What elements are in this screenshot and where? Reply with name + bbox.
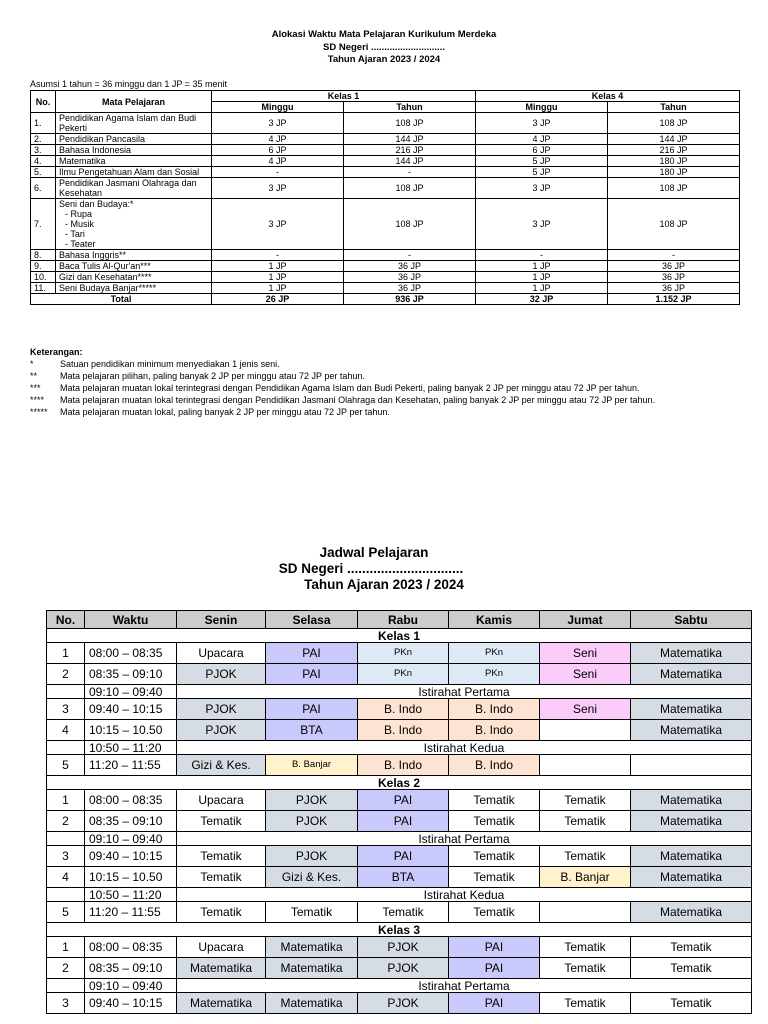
lesson-time: 08:35 – 09:10 (85, 664, 177, 685)
lesson-time: 09:40 – 10:15 (85, 699, 177, 720)
total-row (31, 294, 740, 305)
break-row (47, 741, 752, 755)
note-text: Mata pelajaran muatan lokal terintegrasi dengan Pendidikan Jasmani Olahraga dan Kesehatan, paling banyak 2 JP per minggu atau 72 JP per tahun. (60, 395, 656, 405)
total-k4w: 32 JP (476, 294, 608, 305)
total-label: Total (31, 294, 212, 305)
note-mark: ***** (30, 407, 48, 417)
col-kelas4: Kelas 4 (476, 91, 740, 102)
lesson-cell: B. Indo (358, 699, 449, 720)
lesson-cell: Gizi & Kes. (266, 867, 358, 888)
lesson-cell: Seni (540, 699, 631, 720)
row-k1y: 108 JP (344, 113, 476, 134)
row-k1y: 108 JP (344, 178, 476, 199)
lesson-cell: PAI (449, 958, 540, 979)
allocation-row (31, 156, 740, 167)
lesson-cell: B. Indo (449, 720, 540, 741)
row-k4w: 1 JP (476, 261, 608, 272)
row-subject-text: Matematika (59, 156, 106, 166)
lesson-cell (540, 755, 631, 776)
lesson-row (47, 699, 752, 720)
row-subject (56, 261, 212, 272)
lesson-cell: Matematika (631, 699, 752, 720)
allocation-row (31, 250, 740, 261)
schedule-header: No. (47, 611, 85, 629)
allocation-row (31, 272, 740, 283)
row-subject-text: Bahasa Indonesia (59, 145, 132, 155)
lesson-cell: PJOK (358, 958, 449, 979)
row-k4y: 36 JP (608, 272, 740, 283)
allocation-row (31, 283, 740, 294)
row-no: 2. (31, 134, 56, 145)
lesson-time: 09:40 – 10:15 (85, 993, 177, 1014)
note-mark: *** (30, 383, 41, 393)
row-no: 4. (31, 156, 56, 167)
schedule-header: Rabu (358, 611, 449, 629)
schedule-header: Kamis (449, 611, 540, 629)
lesson-no: 2 (47, 664, 85, 685)
lesson-cell: PAI (358, 811, 449, 832)
lesson-cell: PKn (449, 664, 540, 685)
row-subject-text: Bahasa Inggris** (59, 250, 127, 260)
lesson-cell: B. Indo (358, 720, 449, 741)
notes (30, 346, 655, 418)
lesson-cell: B. Indo (358, 755, 449, 776)
lesson-cell: Tematik (631, 958, 752, 979)
lesson-cell: Upacara (177, 643, 266, 664)
row-k1w: 3 JP (212, 113, 344, 134)
row-no: 8. (31, 250, 56, 261)
lesson-cell: Tematik (449, 867, 540, 888)
lesson-cell: B. Banjar (266, 755, 358, 776)
kelas-row (47, 629, 752, 643)
allocation-school: SD Negeri ............................ (323, 41, 445, 53)
total-k1y: 936 JP (344, 294, 476, 305)
lesson-row (47, 755, 752, 776)
lesson-row (47, 790, 752, 811)
lesson-cell: Matematika (631, 720, 752, 741)
schedule-header: Jumat (540, 611, 631, 629)
lesson-cell: Upacara (177, 790, 266, 811)
row-k4y: 108 JP (608, 113, 740, 134)
row-subject (56, 134, 212, 145)
lesson-cell: Tematik (540, 958, 631, 979)
lesson-cell: PAI (266, 699, 358, 720)
break-time: 09:10 – 09:40 (85, 685, 177, 699)
lesson-cell: Tematik (540, 993, 631, 1014)
kelas-row (47, 923, 752, 937)
row-no: 7. (31, 199, 56, 250)
lesson-cell (631, 755, 752, 776)
row-k4y: 180 JP (608, 156, 740, 167)
lesson-cell: Tematik (540, 790, 631, 811)
break-row (47, 832, 752, 846)
row-subject (56, 113, 212, 134)
lesson-cell: Matematika (266, 937, 358, 958)
note-item (30, 382, 655, 394)
lesson-no: 4 (47, 867, 85, 888)
lesson-time: 10:15 – 10.50 (85, 720, 177, 741)
row-subject-text: Seni Budaya Banjar***** (59, 283, 157, 293)
row-subject (56, 272, 212, 283)
subject-subitem: - Teater (59, 239, 208, 249)
lesson-cell: Matematika (631, 902, 752, 923)
row-subject (56, 199, 212, 250)
row-k1y: 108 JP (344, 199, 476, 250)
row-k1w: 3 JP (212, 178, 344, 199)
lesson-cell: PJOK (177, 699, 266, 720)
row-subject (56, 167, 212, 178)
allocation-row (31, 178, 740, 199)
row-subject-text: Ilmu Pengetahuan Alam dan Sosial (59, 167, 200, 177)
lesson-cell: PJOK (266, 811, 358, 832)
break-no (47, 888, 85, 902)
row-k1y: 36 JP (344, 272, 476, 283)
lesson-no: 1 (47, 937, 85, 958)
schedule-school: SD Negeri ............................... (278, 561, 464, 576)
row-subject (56, 156, 212, 167)
lesson-cell: Tematik (177, 846, 266, 867)
col-k1-year: Tahun (344, 102, 476, 113)
lesson-cell: Matematika (631, 846, 752, 867)
col-no: No. (31, 91, 56, 113)
lesson-cell: PAI (449, 993, 540, 1014)
lesson-cell: Tematik (358, 902, 449, 923)
lesson-cell: PAI (358, 790, 449, 811)
row-k1w: 1 JP (212, 283, 344, 294)
lesson-cell (540, 720, 631, 741)
col-k1-week: Minggu (212, 102, 344, 113)
note-text: Mata pelajaran muatan lokal terintegrasi dengan Pendidikan Agama Islam dan Budi Pekerti, paling banyak 2 JP per minggu atau 72 JP per tahun. (60, 383, 640, 393)
row-k4w: 3 JP (476, 113, 608, 134)
lesson-time: 08:35 – 09:10 (85, 958, 177, 979)
break-row (47, 685, 752, 699)
lesson-row (47, 902, 752, 923)
row-no: 11. (31, 283, 56, 294)
lesson-no: 1 (47, 790, 85, 811)
allocation-row (31, 167, 740, 178)
row-subject (56, 178, 212, 199)
total-k4y: 1.152 JP (608, 294, 740, 305)
lesson-cell: Matematika (266, 958, 358, 979)
lesson-row (47, 811, 752, 832)
lesson-cell: Upacara (177, 937, 266, 958)
row-k4y: 216 JP (608, 145, 740, 156)
row-subject-text: Seni dan Budaya:* (59, 199, 134, 209)
lesson-cell: Tematik (540, 811, 631, 832)
lesson-cell (540, 902, 631, 923)
break-no (47, 741, 85, 755)
lesson-row (47, 664, 752, 685)
lesson-cell: BTA (266, 720, 358, 741)
note-item (30, 370, 655, 382)
lesson-cell: PJOK (177, 664, 266, 685)
lesson-row (47, 958, 752, 979)
lesson-cell: PKn (358, 643, 449, 664)
lesson-cell: Matematika (177, 958, 266, 979)
lesson-cell: Tematik (266, 902, 358, 923)
lesson-time: 08:00 – 08:35 (85, 643, 177, 664)
break-label: Istirahat Pertama (177, 685, 752, 699)
lesson-cell: PAI (449, 937, 540, 958)
row-k1y: - (344, 167, 476, 178)
lesson-cell: BTA (358, 867, 449, 888)
lesson-cell: PJOK (266, 790, 358, 811)
lesson-no: 5 (47, 755, 85, 776)
lesson-cell: PAI (358, 846, 449, 867)
note-item (30, 406, 655, 418)
subject-subitem: - Tari (59, 229, 208, 239)
row-k1w: 6 JP (212, 145, 344, 156)
lesson-cell: PJOK (266, 846, 358, 867)
schedule-title: Jadwal Pelajaran (319, 545, 429, 560)
lesson-time: 11:20 – 11:55 (85, 755, 177, 776)
subject-subitem: - Musik (59, 219, 208, 229)
lesson-cell: Matematika (266, 993, 358, 1014)
lesson-row (47, 643, 752, 664)
notes-title: Keterangan: (30, 347, 83, 357)
note-mark: **** (30, 395, 45, 405)
allocation-table (30, 90, 740, 305)
row-k1w: 1 JP (212, 261, 344, 272)
row-subject-text: Pendidikan Jasmani Olahraga dan Kesehatan (59, 178, 197, 198)
lesson-cell: Matematika (631, 811, 752, 832)
row-k4y: 180 JP (608, 167, 740, 178)
lesson-time: 10:15 – 10.50 (85, 867, 177, 888)
lesson-time: 08:00 – 08:35 (85, 937, 177, 958)
row-subject-text: Pendidikan Pancasila (59, 134, 146, 144)
lesson-no: 3 (47, 846, 85, 867)
lesson-time: 08:00 – 08:35 (85, 790, 177, 811)
lesson-cell: B. Banjar (540, 867, 631, 888)
row-k4y: 108 JP (608, 199, 740, 250)
lesson-cell: PKn (358, 664, 449, 685)
col-k4-week: Minggu (476, 102, 608, 113)
lesson-time: 08:35 – 09:10 (85, 811, 177, 832)
lesson-cell: PJOK (177, 720, 266, 741)
lesson-cell: Tematik (449, 902, 540, 923)
row-k4w: 6 JP (476, 145, 608, 156)
lesson-cell: Matematika (631, 867, 752, 888)
row-subject-text: Gizi dan Kesehatan**** (59, 272, 152, 282)
break-label: Istirahat Pertama (177, 979, 752, 993)
lesson-no: 5 (47, 902, 85, 923)
note-mark: * (30, 359, 34, 369)
lesson-cell: Seni (540, 664, 631, 685)
row-k4y: - (608, 250, 740, 261)
lesson-time: 11:20 – 11:55 (85, 902, 177, 923)
row-k4w: 3 JP (476, 178, 608, 199)
kelas-label: Kelas 2 (47, 776, 752, 790)
lesson-cell: B. Indo (449, 699, 540, 720)
note-mark: ** (30, 371, 38, 381)
lesson-cell: Matematika (631, 790, 752, 811)
row-k4w: 4 JP (476, 134, 608, 145)
allocation-row (31, 199, 740, 250)
kelas-row (47, 776, 752, 790)
row-k4y: 36 JP (608, 261, 740, 272)
schedule-table (46, 610, 752, 1014)
lesson-cell: PAI (266, 643, 358, 664)
subject-sublist (59, 209, 208, 249)
note-item (30, 358, 655, 370)
row-k4w: 5 JP (476, 167, 608, 178)
break-time: 10:50 – 11:20 (85, 888, 177, 902)
row-k1y: 36 JP (344, 283, 476, 294)
lesson-time: 09:40 – 10:15 (85, 846, 177, 867)
lesson-cell: Tematik (449, 846, 540, 867)
row-subject-text: Baca Tulis Al-Qur'an*** (59, 261, 151, 271)
lesson-cell: Tematik (449, 790, 540, 811)
schedule-header: Selasa (266, 611, 358, 629)
lesson-cell: Tematik (177, 902, 266, 923)
lesson-row (47, 846, 752, 867)
note-text: Mata pelajaran muatan lokal, paling banyak 2 JP per minggu atau 72 JP per tahun. (60, 407, 390, 417)
note-text: Satuan pendidikan minimum menyediakan 1 jenis seni. (60, 359, 280, 369)
row-k4y: 144 JP (608, 134, 740, 145)
lesson-cell: PJOK (358, 937, 449, 958)
schedule-header: Senin (177, 611, 266, 629)
lesson-cell: Tematik (540, 937, 631, 958)
lesson-cell: Tematik (177, 811, 266, 832)
lesson-cell: B. Indo (449, 755, 540, 776)
row-k1w: 4 JP (212, 156, 344, 167)
lesson-row (47, 937, 752, 958)
row-no: 10. (31, 272, 56, 283)
row-k4w: 1 JP (476, 283, 608, 294)
subject-subitem: - Rupa (59, 209, 208, 219)
schedule-header: Sabtu (631, 611, 752, 629)
break-label: Istirahat Kedua (177, 741, 752, 755)
allocation-title (0, 29, 768, 67)
allocation-row (31, 134, 740, 145)
lesson-cell: PJOK (358, 993, 449, 1014)
row-subject-text: Pendidikan Agama Islam dan Budi Pekerti (59, 113, 197, 133)
lesson-cell: PKn (449, 643, 540, 664)
lesson-no: 2 (47, 811, 85, 832)
schedule-year: Tahun Ajaran 2023 / 2024 (304, 577, 464, 592)
break-label: Istirahat Pertama (177, 832, 752, 846)
lesson-cell: Tematik (449, 811, 540, 832)
schedule-header: Waktu (85, 611, 177, 629)
break-row (47, 979, 752, 993)
col-k4-year: Tahun (608, 102, 740, 113)
allocation-row (31, 261, 740, 272)
lesson-cell: PAI (266, 664, 358, 685)
lesson-cell: Matematika (631, 643, 752, 664)
row-k1w: - (212, 167, 344, 178)
note-text: Mata pelajaran pilihan, paling banyak 2 JP per minggu atau 72 JP per tahun. (60, 371, 365, 381)
lesson-no: 3 (47, 699, 85, 720)
row-k4w: - (476, 250, 608, 261)
row-k1y: 144 JP (344, 156, 476, 167)
assumption-text: Asumsi 1 tahun = 36 minggu dan 1 JP = 35 menit (30, 79, 227, 89)
allocation-title-line: Alokasi Waktu Mata Pelajaran Kurikulum Merdeka (271, 29, 497, 40)
note-item (30, 394, 655, 406)
lesson-cell: Tematik (631, 993, 752, 1014)
row-k4y: 36 JP (608, 283, 740, 294)
row-subject (56, 250, 212, 261)
break-no (47, 685, 85, 699)
row-k1w: 3 JP (212, 199, 344, 250)
lesson-row (47, 867, 752, 888)
break-time: 09:10 – 09:40 (85, 832, 177, 846)
allocation-row (31, 145, 740, 156)
kelas-label: Kelas 3 (47, 923, 752, 937)
row-k1w: - (212, 250, 344, 261)
row-k1w: 4 JP (212, 134, 344, 145)
lesson-no: 3 (47, 993, 85, 1014)
row-k1w: 1 JP (212, 272, 344, 283)
lesson-row (47, 720, 752, 741)
lesson-cell: Gizi & Kes. (177, 755, 266, 776)
row-k4w: 3 JP (476, 199, 608, 250)
lesson-cell: Seni (540, 643, 631, 664)
allocation-row (31, 113, 740, 134)
row-k1y: 216 JP (344, 145, 476, 156)
lesson-no: 4 (47, 720, 85, 741)
row-no: 6. (31, 178, 56, 199)
allocation-year: Tahun Ajaran 2023 / 2024 (327, 54, 441, 65)
lesson-cell: Tematik (631, 937, 752, 958)
lesson-no: 2 (47, 958, 85, 979)
row-k1y: 144 JP (344, 134, 476, 145)
break-row (47, 888, 752, 902)
lesson-cell: Tematik (177, 867, 266, 888)
break-time: 09:10 – 09:40 (85, 979, 177, 993)
lesson-cell: Tematik (540, 846, 631, 867)
kelas-label: Kelas 1 (47, 629, 752, 643)
row-no: 1. (31, 113, 56, 134)
lesson-no: 1 (47, 643, 85, 664)
lesson-cell: Matematika (177, 993, 266, 1014)
row-k4y: 108 JP (608, 178, 740, 199)
total-k1w: 26 JP (212, 294, 344, 305)
row-no: 3. (31, 145, 56, 156)
row-k4w: 5 JP (476, 156, 608, 167)
lesson-row (47, 993, 752, 1014)
row-k4w: 1 JP (476, 272, 608, 283)
break-time: 10:50 – 11:20 (85, 741, 177, 755)
row-subject (56, 283, 212, 294)
row-subject (56, 145, 212, 156)
break-label: Istirahat Kedua (177, 888, 752, 902)
row-no: 5. (31, 167, 56, 178)
col-subject: Mata Pelajaran (56, 91, 212, 113)
row-k1y: - (344, 250, 476, 261)
break-no (47, 832, 85, 846)
row-k1y: 36 JP (344, 261, 476, 272)
row-no: 9. (31, 261, 56, 272)
col-kelas1: Kelas 1 (212, 91, 476, 102)
lesson-cell: Matematika (631, 664, 752, 685)
break-no (47, 979, 85, 993)
